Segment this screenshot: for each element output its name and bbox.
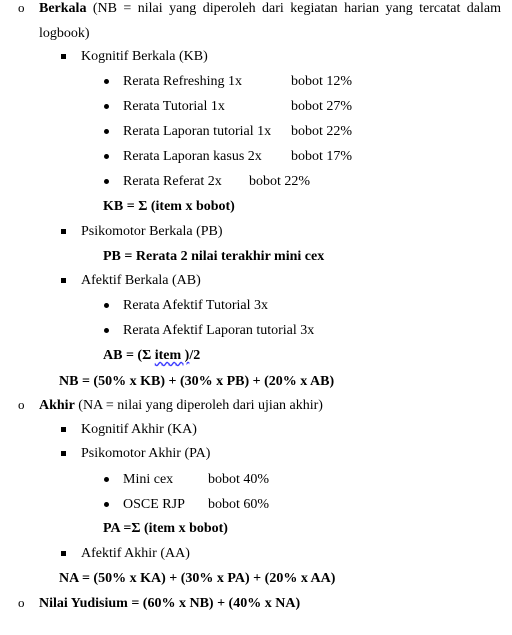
square-bullet-icon xyxy=(61,278,66,283)
pa-item-weight: bobot 40% xyxy=(208,472,270,487)
berkala-description-line2: logbook) xyxy=(39,26,90,41)
na-formula: NA = (50% x KA) + (30% x PA) + (20% x AA) xyxy=(59,571,336,586)
round-bullet-icon xyxy=(104,129,109,134)
akhir-heading xyxy=(39,397,323,415)
square-bullet-icon xyxy=(61,551,66,556)
pa-formula: PA =Σ (item x bobot) xyxy=(103,521,228,536)
akhir-title: Akhir xyxy=(39,398,75,413)
kb-item-weight: bobot 17% xyxy=(291,149,353,164)
kb-item-name: Rerata Referat 2x xyxy=(123,174,222,189)
round-bullet-icon xyxy=(104,179,109,184)
kb-formula: KB = Σ (item x bobot) xyxy=(103,199,235,214)
ab-formula: AB = (Σ item )/2 xyxy=(103,348,201,363)
round-bullet-icon xyxy=(104,502,109,507)
pa-item-name: Mini cex xyxy=(123,472,174,487)
square-bullet-icon xyxy=(61,427,66,432)
akhir-description: (NA = nilai yang diperoleh dari ujian akhir) xyxy=(78,398,323,413)
round-bullet-icon xyxy=(104,104,109,109)
pa-item-weight: bobot 60% xyxy=(208,497,270,512)
ab-item: Rerata Afektif Laporan tutorial 3x xyxy=(123,323,315,338)
nb-formula: NB = (50% x KB) + (30% x PB) + (20% x AB) xyxy=(59,374,335,389)
square-bullet-icon xyxy=(61,54,66,59)
outline-bullet-icon: o xyxy=(18,595,25,610)
kb-item-name: Rerata Refreshing 1x xyxy=(123,74,242,89)
aa-label: Afektif Akhir (AA) xyxy=(81,546,190,561)
kb-item-weight: bobot 12% xyxy=(291,74,353,89)
round-bullet-icon xyxy=(104,328,109,333)
round-bullet-icon xyxy=(104,477,109,482)
round-bullet-icon xyxy=(104,154,109,159)
square-bullet-icon xyxy=(61,451,66,456)
pb-formula: PB = Rerata 2 nilai terakhir mini cex xyxy=(103,249,325,264)
kb-item-name: Rerata Tutorial 1x xyxy=(123,99,225,114)
yudisium-formula: Nilai Yudisium = (60% x NB) + (40% x NA) xyxy=(39,596,301,611)
round-bullet-icon xyxy=(104,79,109,84)
square-bullet-icon xyxy=(61,229,66,234)
berkala-description-line1: Berkala (NB = nilai yang diperoleh dari kegiatan harian yang tercatat dalam xyxy=(39,1,501,16)
ab-item: Rerata Afektif Tutorial 3x xyxy=(123,298,269,313)
pa-item-name: OSCE RJP xyxy=(123,497,185,512)
kb-item-name: Rerata Laporan tutorial 1x xyxy=(123,124,272,139)
kb-item-weight: bobot 22% xyxy=(249,174,311,189)
kb-item-name: Rerata Laporan kasus 2x xyxy=(123,149,262,164)
kb-label: Kognitif Berkala (KB) xyxy=(81,49,208,64)
kb-item-weight: bobot 27% xyxy=(291,99,353,114)
outline-bullet-icon: o xyxy=(18,397,25,412)
berkala-title: Berkala xyxy=(39,1,87,16)
pb-label: Psikomotor Berkala (PB) xyxy=(81,224,223,239)
ab-label: Afektif Berkala (AB) xyxy=(81,273,201,288)
pa-label: Psikomotor Akhir (PA) xyxy=(81,446,211,461)
round-bullet-icon xyxy=(104,303,109,308)
ka-label: Kognitif Akhir (KA) xyxy=(81,422,197,437)
kb-item-weight: bobot 22% xyxy=(291,124,353,139)
outline-bullet-icon: o xyxy=(18,0,25,15)
